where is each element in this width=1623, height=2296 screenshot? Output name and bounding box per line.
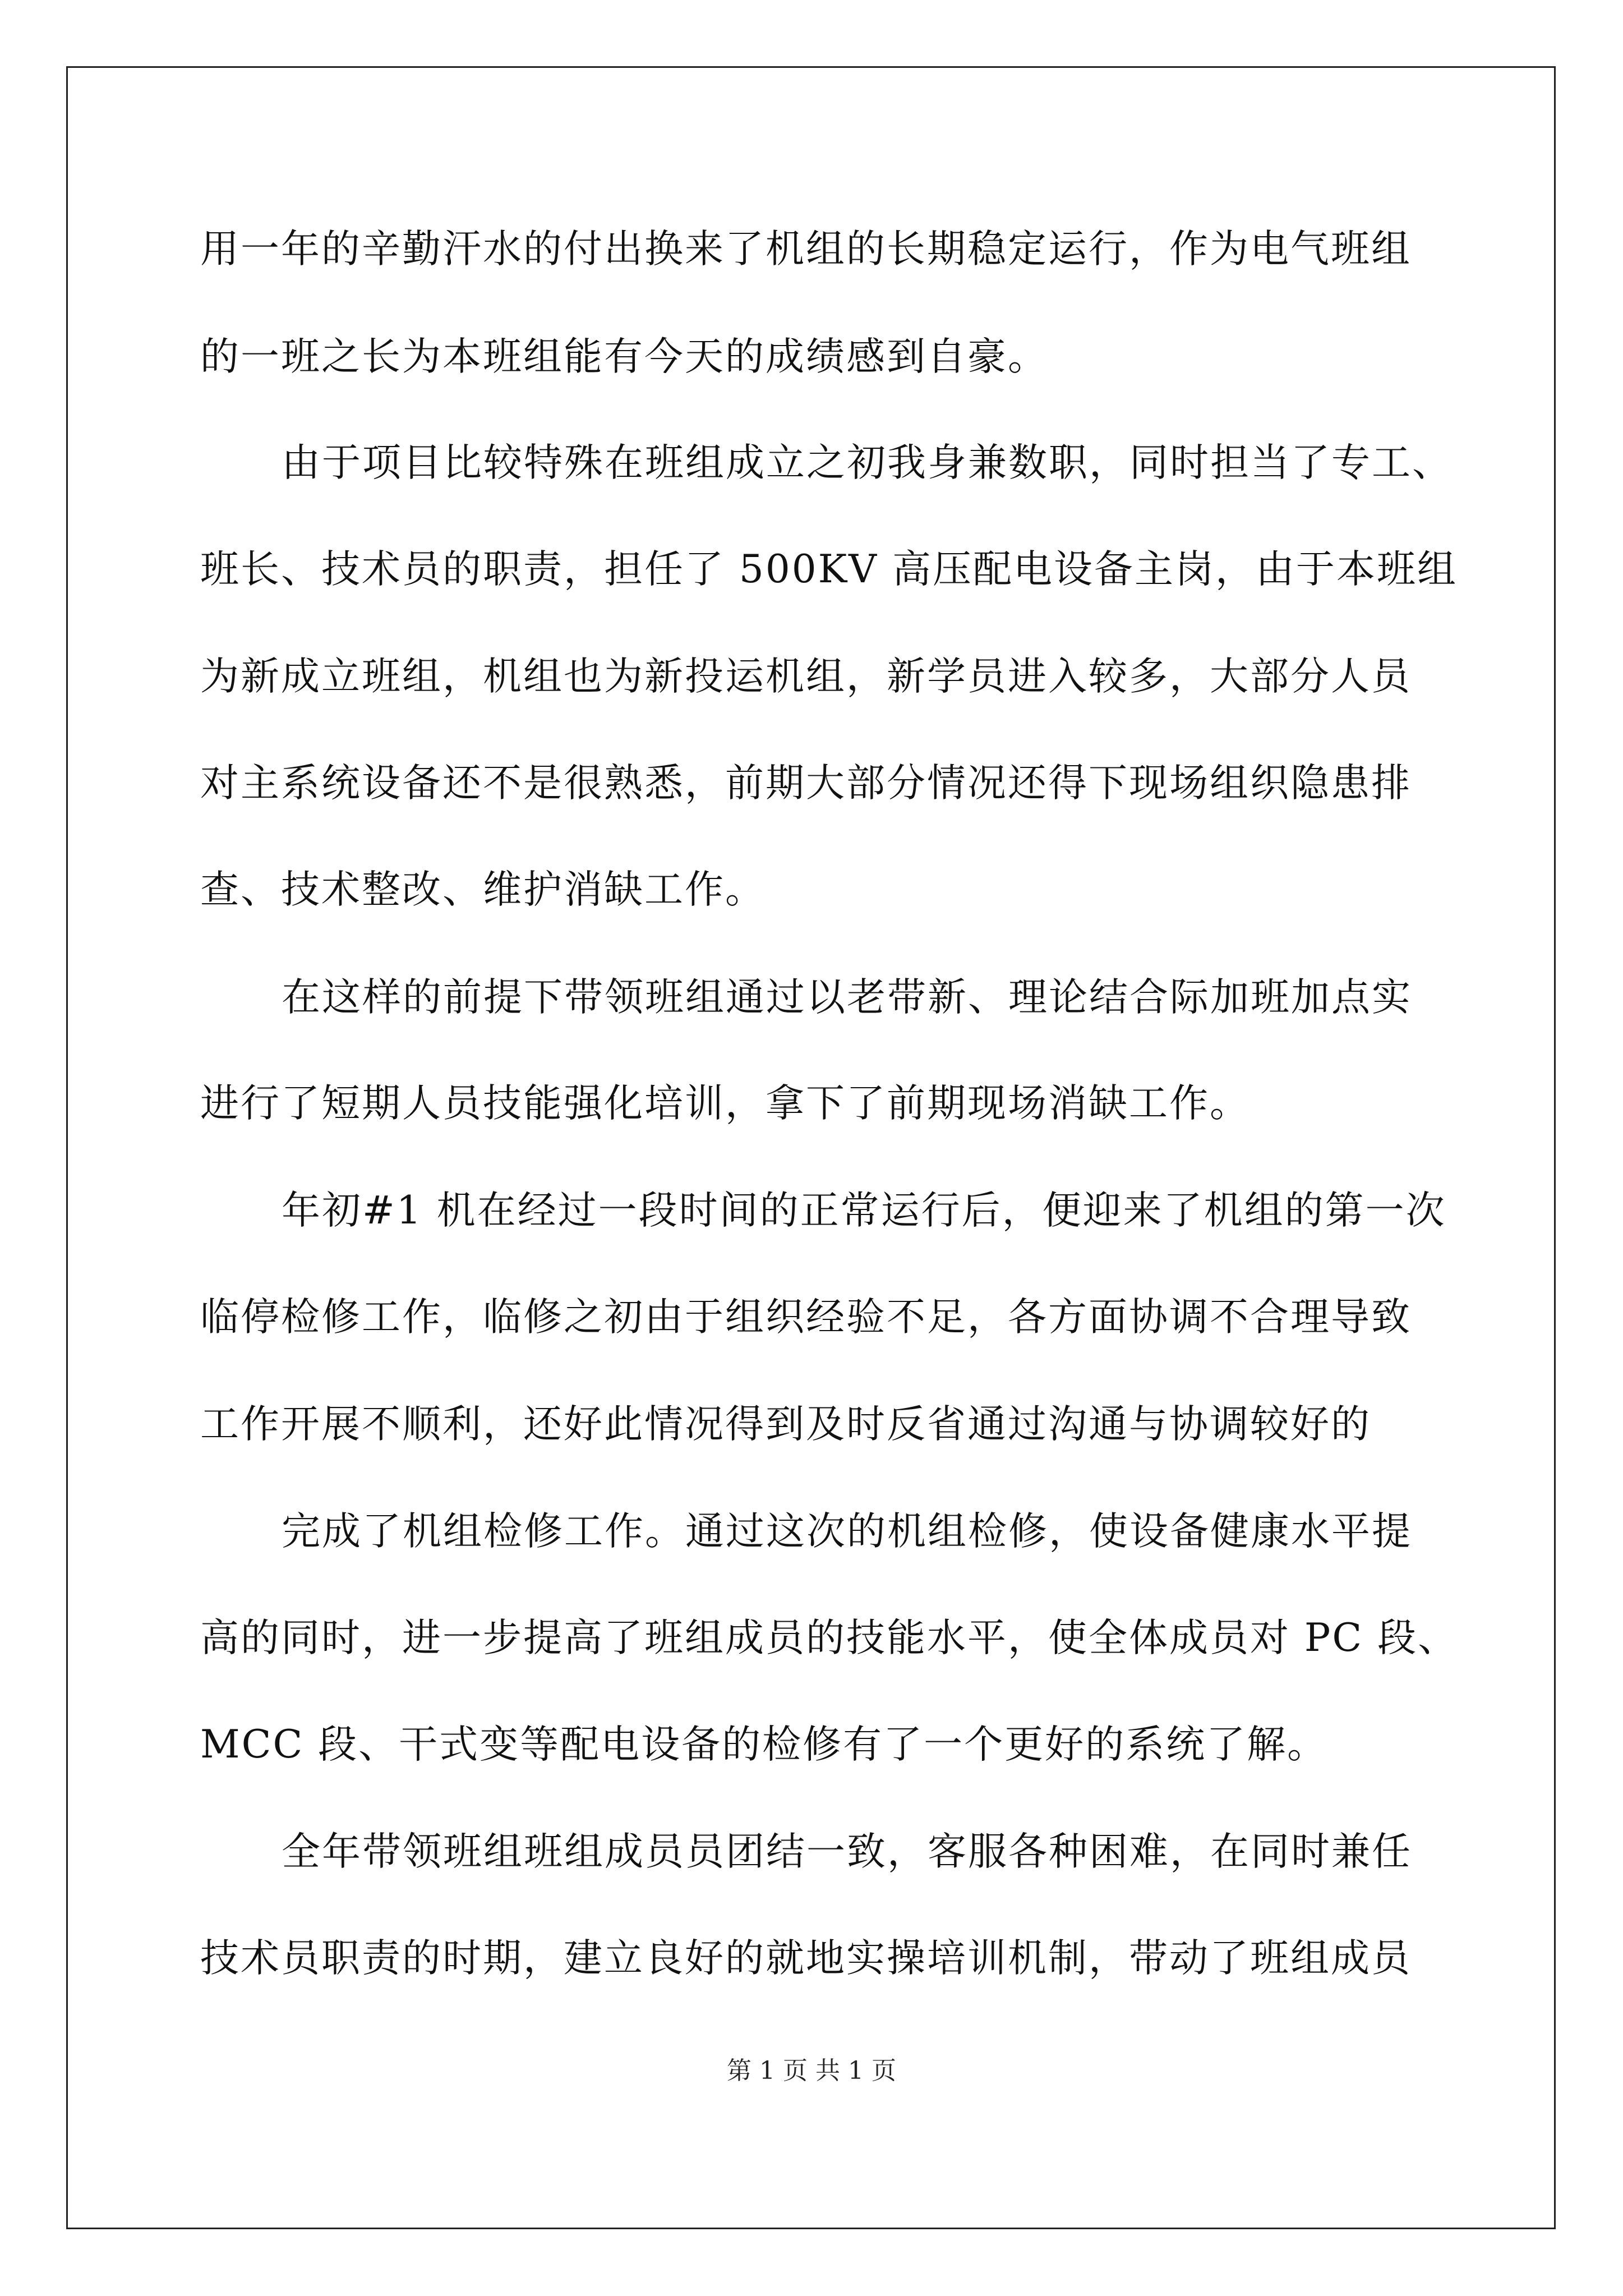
paragraph-line: 由于项目比较特殊在班组成立之初我身兼数职，同时担当了专工、 <box>282 440 1453 485</box>
paragraph-line: 完成了机组检修工作。通过这次的机组检修，使设备健康水平提 <box>282 1509 1412 1554</box>
paragraph-line: 进行了短期人员技能强化培训，拿下了前期现场消缺工作。 <box>200 1081 1250 1126</box>
paragraph-line: 技术员职责的时期，建立良好的就地实操培训机制，带动了班组成员 <box>200 1936 1412 1981</box>
paragraph-line: 工作开展不顺利，还好此情况得到及时反省通过沟通与协调较好的 <box>200 1402 1371 1447</box>
paragraph-line: 高的同时，进一步提高了班组成员的技能水平，使全体成员对 PC 段、 <box>200 1616 1459 1660</box>
paragraph-line: 班长、技术员的职责，担任了 500KV 高压配电设备主岗，由于本班组 <box>200 547 1458 592</box>
paragraph-line: 年初#1 机在经过一段时间的正常运行后，便迎来了机组的第一次 <box>282 1188 1446 1233</box>
paragraph-line: 用一年的辛勤汗水的付出换来了机组的长期稳定运行，作为电气班组 <box>200 227 1412 272</box>
paragraph-line: 的一班之长为本班组能有今天的成绩感到自豪。 <box>200 334 1048 379</box>
paragraph-line: 对主系统设备还不是很熟悉，前期大部分情况还得下现场组织隐患排 <box>200 761 1412 806</box>
page-border <box>66 66 1556 2229</box>
paragraph-line: 临停检修工作，临修之初由于组织经验不足，各方面协调不合理导致 <box>200 1295 1412 1340</box>
paragraph-line: 查、技术整改、维护消缺工作。 <box>200 867 766 912</box>
paragraph-line: 为新成立班组，机组也为新投运机组，新学员进入较多，大部分人员 <box>200 654 1412 699</box>
page-number-footer: 第 1 页 共 1 页 <box>727 2056 896 2085</box>
paragraph-line: MCC 段、干式变等配电设备的检修有了一个更好的系统了解。 <box>200 1722 1328 1767</box>
paragraph-line: 在这样的前提下带领班组通过以老带新、理论结合际加班加点实 <box>282 975 1412 1020</box>
paragraph-line: 全年带领班组班组成员员团结一致，客服各种困难，在同时兼任 <box>282 1829 1412 1874</box>
